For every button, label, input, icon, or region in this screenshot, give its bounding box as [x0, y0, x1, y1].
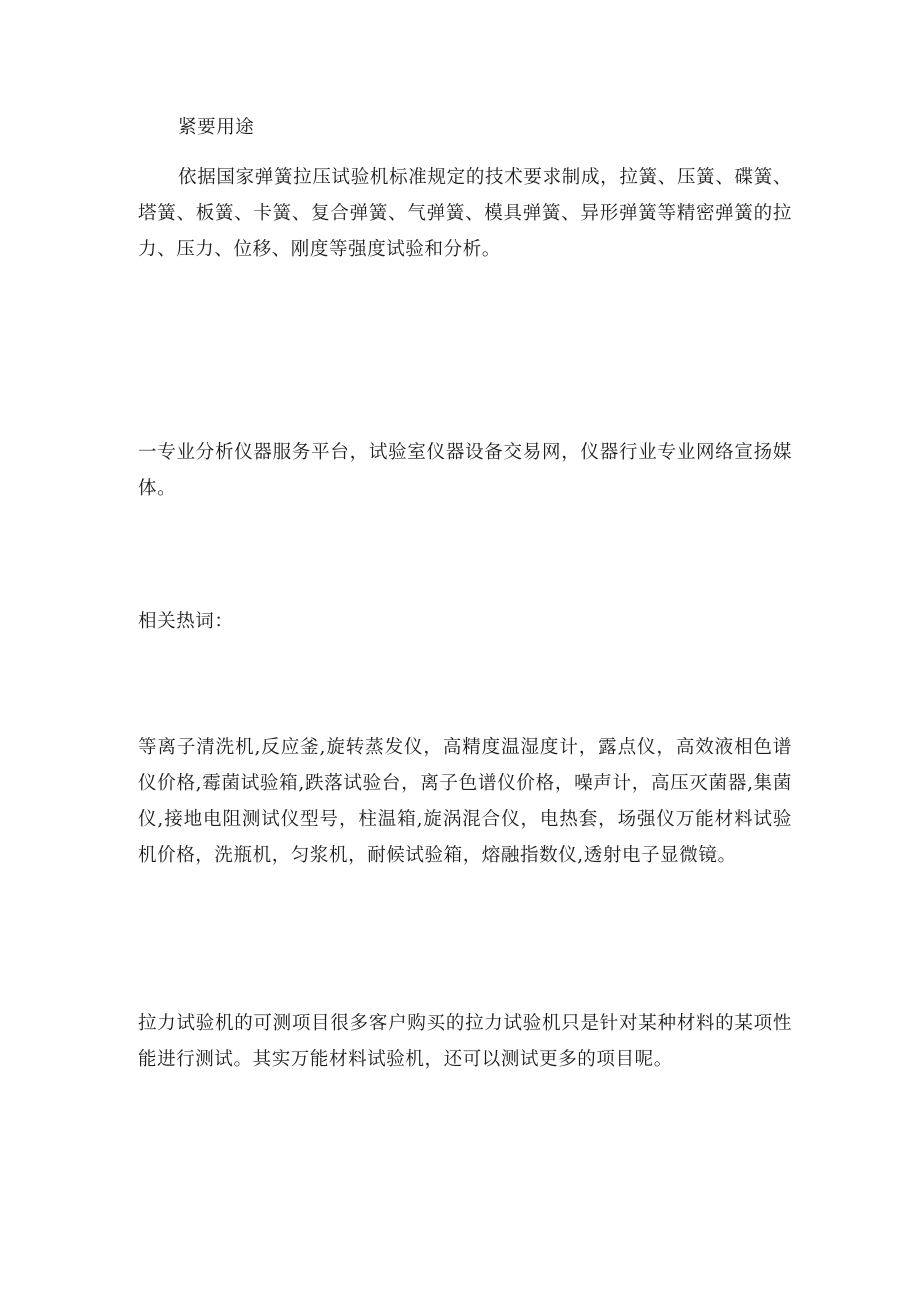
keywords-label: 相关热词： [138, 611, 234, 632]
usage-paragraph: 依据国家弹簧拉压试验机标准规定的技术要求制成，拉簧、压簧、碟簧、塔簧、板簧、卡簧、复合弹簧、气弹簧、模具弹簧、异形弹簧等精密弹簧的拉力、压力、位移、刚度等强度试验和分析。 [138, 167, 792, 260]
closing-paragraph: 拉力试验机的可测项目很多客户购买的拉力试验机只是针对某种材料的某项性能进行测试。其实万能材料试验机，还可以测试更多的项目呢。 [138, 1013, 792, 1070]
section-heading: 紧要用途 [178, 117, 255, 138]
platform-paragraph: 一专业分析仪器服务平台，试验室仪器设备交易网，仪器行业专业网络宣扬媒体。 [138, 442, 792, 499]
keywords-paragraph: 等离子清洗机,反应釜,旋转蒸发仪，高精度温湿度计，露点仪，高效液相色谱仪价格,霉菌试验箱,跌落试验台，离子色谱仪价格，噪声计，高压灭菌器,集菌仪,接地电阻测试仪型号，柱温箱,旋涡混合仪，电热套，场强仪万能材料试验机价格，洗瓶机，匀浆机，耐候试验箱，熔融指数仪,透射电子显微镜。 [138, 737, 792, 866]
